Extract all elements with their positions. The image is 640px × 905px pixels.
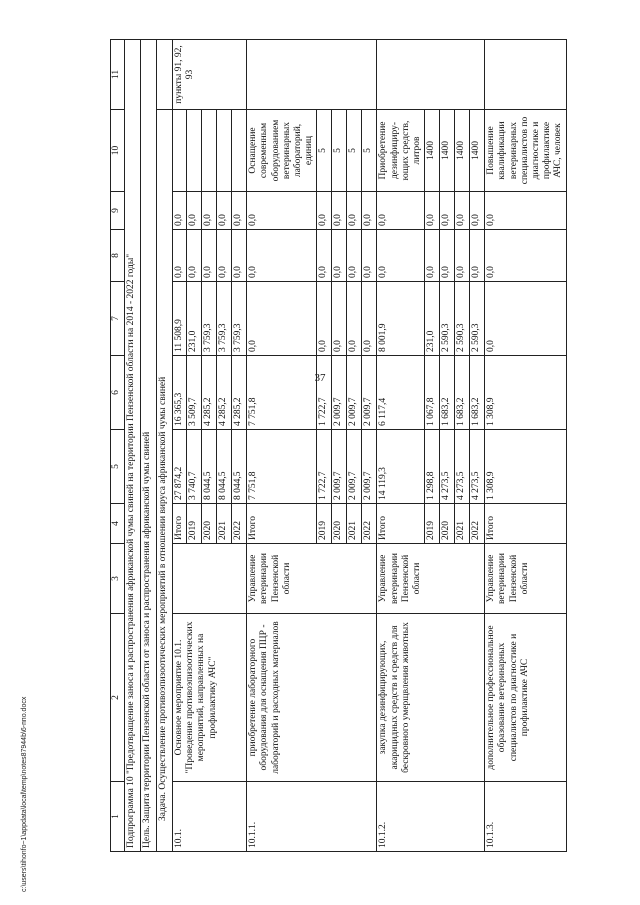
local-amount: 0,0 (470, 230, 485, 282)
regional-amount: 2 590,3 (455, 282, 470, 356)
regional-amount: 3 759,3 (202, 282, 217, 356)
local-amount: 0,0 (202, 230, 217, 282)
column-number: 7 (111, 282, 125, 356)
goal-row (141, 40, 157, 852)
local-amount: 0,0 (232, 230, 247, 282)
other-amount: 0,0 (232, 192, 247, 230)
indicator-value (232, 110, 247, 192)
column-number: 10 (111, 110, 125, 192)
total-amount: 1 308,9 (485, 430, 566, 504)
measure-executor: Управление ветеринарии Пензенской области (247, 544, 377, 614)
federal-amount: 3 509,7 (187, 356, 202, 430)
column-number: 4 (111, 504, 125, 544)
reference-cell (377, 40, 485, 110)
total-amount: 4 273,5 (455, 430, 470, 504)
total-amount: 8 044,5 (202, 430, 217, 504)
other-amount: 0,0 (187, 192, 202, 230)
total-amount: 2 009,7 (362, 430, 377, 504)
measure-total-row (377, 40, 425, 852)
indicator-value: 5 (362, 110, 377, 192)
other-amount: 0,0 (347, 192, 362, 230)
local-amount: 0,0 (173, 230, 187, 282)
total-amount: 1 722,7 (317, 430, 332, 504)
reference-cell: пункты 91, 92, 93 (173, 40, 247, 110)
total-amount: 14 119,3 (377, 430, 425, 504)
federal-amount: 1 683,2 (455, 356, 470, 430)
local-amount: 0,0 (247, 230, 317, 282)
measure-name: дополнительное профессиональное образование ветеринарных специалистов по диагностике и профилактике АЧС (485, 614, 566, 782)
regional-amount: 11 508,9 (173, 282, 187, 356)
total-amount: 4 273,5 (470, 430, 485, 504)
total-amount: 1 298,8 (425, 430, 440, 504)
other-amount: 0,0 (440, 192, 455, 230)
measure-total-row (485, 40, 566, 852)
other-amount: 0,0 (485, 192, 566, 230)
total-amount: 3 740,7 (187, 430, 202, 504)
indicator-cell (173, 110, 187, 192)
indicator-value: 5 (332, 110, 347, 192)
year-cell: 2020 (202, 504, 217, 544)
federal-amount: 6 117,4 (377, 356, 425, 430)
federal-amount: 4 285,2 (232, 356, 247, 430)
other-amount: 0,0 (217, 192, 232, 230)
regional-amount: 2 590,3 (470, 282, 485, 356)
federal-amount: 1 722,7 (317, 356, 332, 430)
other-amount: 0,0 (202, 192, 217, 230)
column-number: 3 (111, 544, 125, 614)
regional-amount: 0,0 (362, 282, 377, 356)
regional-amount: 8 001,9 (377, 282, 425, 356)
local-amount: 0,0 (187, 230, 202, 282)
subprogram-title: Подпрограмма 10 "Предотвращение заноса и распространения африканской чумы свиней на территории Пензенской области на 2014 - 2022 годы" (125, 40, 141, 852)
other-amount: 0,0 (332, 192, 347, 230)
local-amount: 0,0 (425, 230, 440, 282)
column-number-row (111, 40, 125, 852)
year-cell: 2020 (440, 504, 455, 544)
other-amount: 0,0 (425, 192, 440, 230)
federal-amount: 1 683,2 (440, 356, 455, 430)
regional-amount: 0,0 (485, 282, 566, 356)
indicator-value (187, 110, 202, 192)
measure-total-row (173, 40, 187, 852)
federal-amount: 7 751,8 (247, 356, 317, 430)
other-amount: 0,0 (362, 192, 377, 230)
federal-amount: 2 009,7 (362, 356, 377, 430)
task-text: Задача. Осуществление противоэпизоотических мероприятий в отношении вируса африканской чумы свиней (157, 110, 173, 852)
federal-amount: 4 285,2 (202, 356, 217, 430)
total-amount: 2 009,7 (332, 430, 347, 504)
measure-name: Основное мероприятие 10.1. "Проведение противоэпизоотических мероприятий, направленных на профилактику АЧС" (173, 614, 247, 782)
indicator-value: 1400 (425, 110, 440, 192)
indicator-value: 1400 (440, 110, 455, 192)
indicator-value: 1400 (470, 110, 485, 192)
indicator-value (217, 110, 232, 192)
year-cell: 2019 (425, 504, 440, 544)
regional-amount: 2 590,3 (440, 282, 455, 356)
measure-total-row (247, 40, 317, 852)
federal-amount: 1 308,9 (485, 356, 566, 430)
federal-amount: 1 067,8 (425, 356, 440, 430)
year-cell: 2021 (217, 504, 232, 544)
measure-executor: Управление ветеринарии Пензенской области (377, 544, 485, 614)
year-cell: 2022 (470, 504, 485, 544)
other-amount: 0,0 (470, 192, 485, 230)
other-amount: 0,0 (173, 192, 187, 230)
local-amount: 0,0 (347, 230, 362, 282)
indicator-cell: Приобретение дезинфициру-ющих средств, литров (377, 110, 425, 192)
measure-id: 10.1.2. (377, 782, 485, 852)
regional-amount: 0,0 (347, 282, 362, 356)
regional-amount: 231,0 (425, 282, 440, 356)
task-row (157, 40, 173, 852)
year-cell: 2022 (232, 504, 247, 544)
measure-id: 10.1.3. (485, 782, 566, 852)
regional-amount: 3 759,3 (217, 282, 232, 356)
local-amount: 0,0 (377, 230, 425, 282)
page-number: 37 (314, 372, 326, 384)
regional-amount: 3 759,3 (232, 282, 247, 356)
task-empty-cell (157, 40, 173, 110)
year-cell: 2020 (332, 504, 347, 544)
regional-amount: 231,0 (187, 282, 202, 356)
federal-amount: 2 009,7 (332, 356, 347, 430)
goal-text: Цель. Защита территории Пензенской области от заноса и распространения африканской чумы свиней (141, 40, 157, 852)
regional-amount: 0,0 (247, 282, 317, 356)
measure-id: 10.1.1. (247, 782, 377, 852)
year-cell: 2021 (347, 504, 362, 544)
reference-cell (485, 40, 566, 110)
indicator-value: 1400 (455, 110, 470, 192)
year-cell: 2021 (455, 504, 470, 544)
year-cell: 2019 (317, 504, 332, 544)
total-amount: 4 273,5 (440, 430, 455, 504)
other-amount: 0,0 (455, 192, 470, 230)
measure-name: закупка дезинфицирующих, акарицидных средств и средств для бескровного умерщвления животных (377, 614, 485, 782)
column-number: 11 (111, 40, 125, 110)
local-amount: 0,0 (485, 230, 566, 282)
year-cell: 2019 (187, 504, 202, 544)
federal-amount: 1 683,2 (470, 356, 485, 430)
year-cell: Итого (485, 504, 566, 544)
file-path-footer: c:\users\tihonfo~1\appdata\local\temp\notes87944b\6-ппо.docx (21, 696, 28, 892)
column-number: 9 (111, 192, 125, 230)
year-cell: Итого (173, 504, 187, 544)
total-amount: 7 751,8 (247, 430, 317, 504)
indicator-value: 5 (317, 110, 332, 192)
reference-cell (247, 40, 377, 110)
local-amount: 0,0 (217, 230, 232, 282)
year-cell: 2022 (362, 504, 377, 544)
local-amount: 0,0 (332, 230, 347, 282)
measure-id: 10.1. (173, 782, 247, 852)
federal-amount: 4 285,2 (217, 356, 232, 430)
measure-executor (173, 544, 247, 614)
subprogram-table (110, 39, 567, 852)
year-cell: Итого (377, 504, 425, 544)
total-amount: 8 044,5 (232, 430, 247, 504)
total-amount: 27 874,2 (173, 430, 187, 504)
indicator-value: 5 (347, 110, 362, 192)
rotated-table-container (110, 40, 618, 852)
local-amount: 0,0 (362, 230, 377, 282)
federal-amount: 16 365,3 (173, 356, 187, 430)
local-amount: 0,0 (317, 230, 332, 282)
table-body (111, 40, 567, 852)
measure-name: приобретение лабораторного оборудования для оснащения ПЦР - лабораторий и расходных материалов (247, 614, 377, 782)
total-amount: 8 044,5 (217, 430, 232, 504)
column-number: 6 (111, 356, 125, 430)
year-cell: Итого (247, 504, 317, 544)
measure-executor: Управление ветеринарии Пензенской области (485, 544, 566, 614)
subprogram-row (125, 40, 141, 852)
column-number: 5 (111, 430, 125, 504)
other-amount: 0,0 (317, 192, 332, 230)
regional-amount: 0,0 (317, 282, 332, 356)
indicator-value (202, 110, 217, 192)
other-amount: 0,0 (377, 192, 425, 230)
local-amount: 0,0 (455, 230, 470, 282)
indicator-cell: Оснащение современным оборудованием ветеринарных лабораторий, единиц (247, 110, 317, 192)
federal-amount: 2 009,7 (347, 356, 362, 430)
regional-amount: 0,0 (332, 282, 347, 356)
column-number: 8 (111, 230, 125, 282)
other-amount: 0,0 (247, 192, 317, 230)
column-number: 1 (111, 782, 125, 852)
local-amount: 0,0 (440, 230, 455, 282)
total-amount: 2 009,7 (347, 430, 362, 504)
indicator-cell: Повышение квалификации ветеринарных специалистов по диагностике и профилактике АЧС, человек (485, 110, 566, 192)
column-number: 2 (111, 614, 125, 782)
